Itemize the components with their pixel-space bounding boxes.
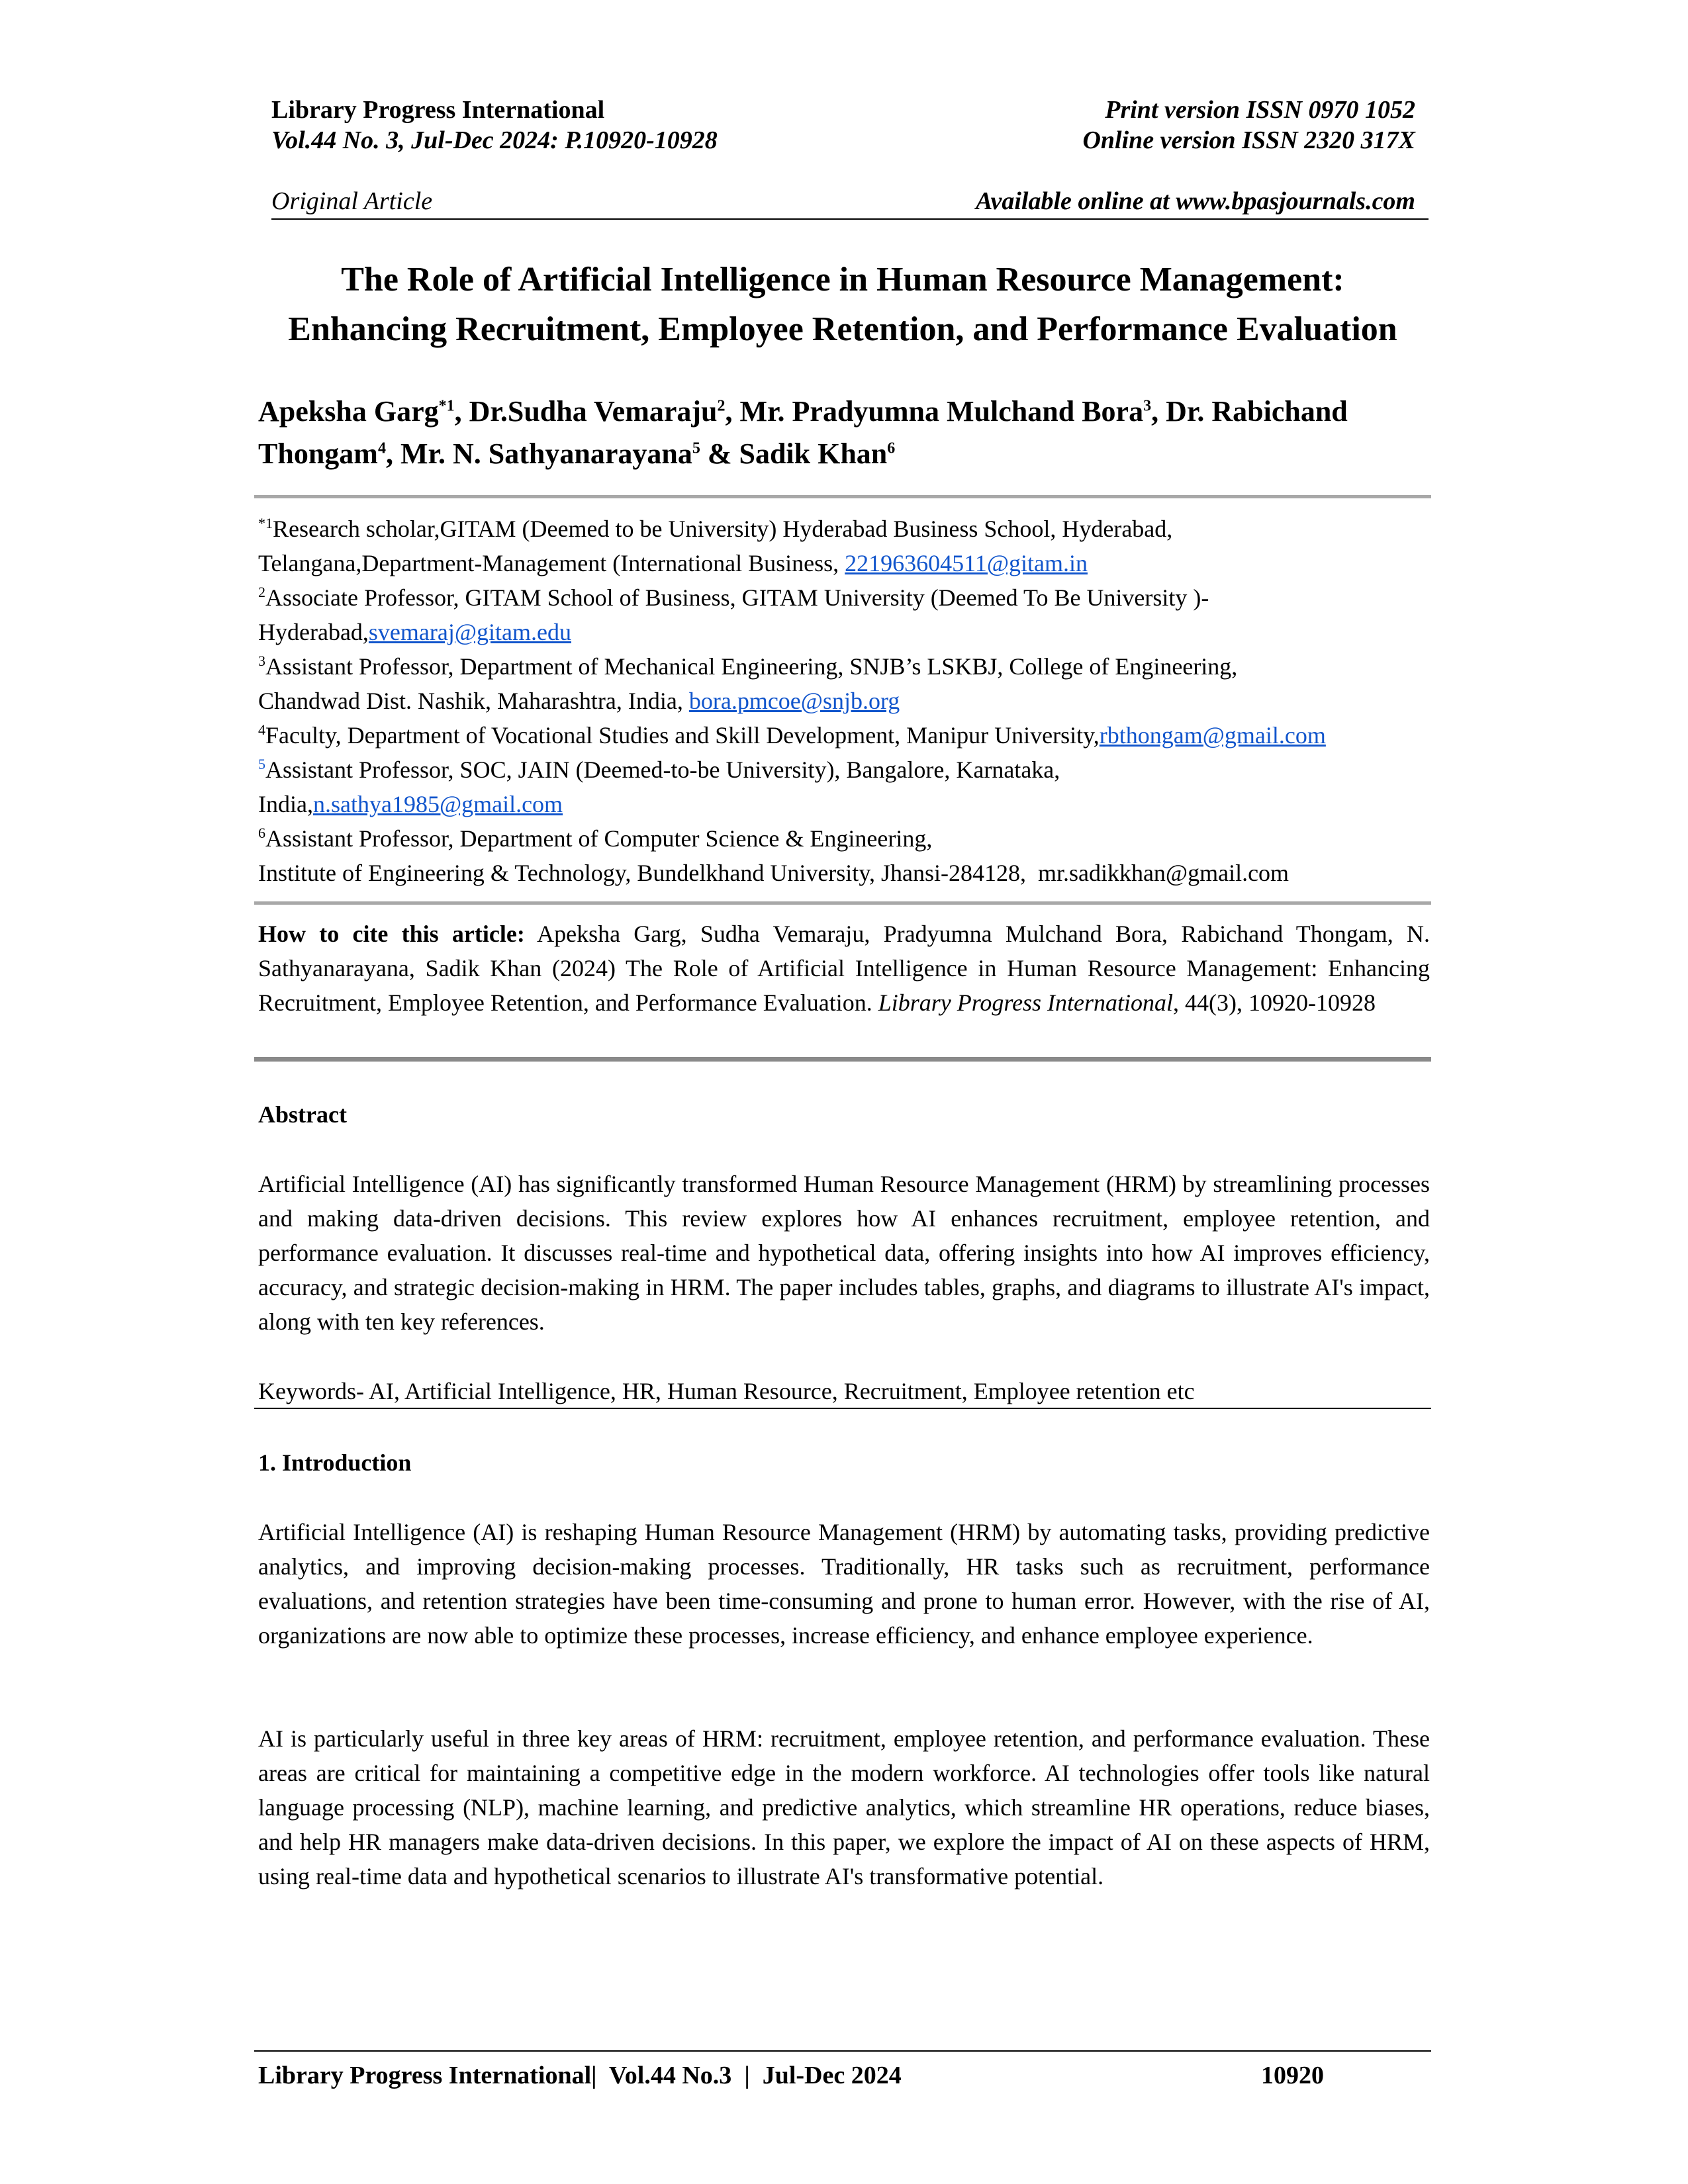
- introduction-paragraph-1: Artificial Intelligence (AI) is reshaping Human Resource Management (HRM) by automating tasks, providing predictive analytics, and improving decision-making processes. Traditionally, HR tasks such as recruitment, performance evaluations, and retention strategies have been time-consuming and prone to human error. However, with the rise of AI, organizations are now able to optimize these processes, increase efficiency, and enhance employee experience.: [258, 1519, 1430, 1649]
- keywords-rule: [254, 1408, 1431, 1409]
- print-issn: Print version ISSN 0970 1052: [1105, 96, 1415, 124]
- keywords: Keywords- AI, Artificial Intelligence, HR, Human Resource, Recruitment, Employee retention etc: [258, 1378, 1195, 1404]
- online-issn: Online version ISSN 2320 317X: [1082, 126, 1415, 154]
- affiliation-2: $^2$Associate Professor, GITAM School of Business, GITAM University (Deemed To Be University )-: [258, 584, 1209, 611]
- authors-rule: [254, 495, 1431, 498]
- author-name: Dr.Sudha Vemaraju: [469, 395, 718, 428]
- citation-rule: [254, 1057, 1431, 1062]
- volume-line: Vol.44 No. 3, Jul-Dec 2024: P.10920-10928: [271, 126, 718, 154]
- author-name: Mr. N. Sathyanarayana: [400, 437, 692, 470]
- header-rule: [271, 218, 1429, 220]
- article-type: Original Article: [271, 187, 433, 215]
- citation-block: [258, 917, 1430, 1020]
- author-name: Dr. Rabichand Thongam: [258, 395, 1348, 470]
- journal-name: Library Progress International: [271, 96, 605, 124]
- footer-volume: Vol.44 No.3: [608, 2062, 732, 2089]
- citation-text: Apeksha Garg, Sudha Vemaraju, Pradyumna Mulchand Bora, Rabichand Thongam, N. Sathyanarayana, Sadik Khan (2024) The Role of Artificial Intelligence in Human Resource Management: Enhancing Recruitment, Employee Retention, and Performance Evaluation.: [258, 921, 1430, 1016]
- affiliations: $^{*1}$Research scholar,GITAM (Deemed to be University) Hyderabad Business School, Hyderabad, Telangana,Department-Management (International Business, 221963604511@gitam.in $^2$Associate Professor, GITAM School of Business, GITAM University (Deemed To Be University )- Hyderabad,svemaraj@gitam.edu $^3$Assistant Professor, Department of Mechanical Engineering, SNJB’s LSKBJ, College of Engineering, Chandwad Dist. Nashik, Maharashtra, India, bora.pmcoe@snjb.org $^4$Faculty, Department of Vocational Studies and Skill Development, Manipur University,rbthongam@gmail.com $^5$Assistant Professor, SOC, JAIN (Deemed-to-be University), Bangalore, Karnataka, India,n.sathya1985@gmail.com $^6$Assistant Professor, Department of Computer Science & Engineering, Institute of Engineering & Technology, Bundelkhand University, Jhansi-284128, mr.sadikkhan@gmail.com: [258, 512, 1436, 890]
- author-list: Apeksha Garg$^{*1}$, Dr.Sudha Vemaraju$^2$, Mr. Pradyumna Mulchand Bora$^3$, Dr. Rabichand Thongam$^4$, Mr. N. Sathyanarayana$^5$ & Sadik Khan$^6$: [258, 395, 1348, 470]
- author-sup: 5: [692, 439, 700, 457]
- affiliation-5: $^5$Assistant Professor, SOC, JAIN (Deemed-to-be University), Bangalore, Karnataka,: [258, 756, 1060, 783]
- introduction-paragraph-2: AI is particularly useful in three key areas of HRM: recruitment, employee retention, and performance evaluation. These areas are critical for maintaining a competitive edge in the modern workforce. AI technologies offer tools like natural language processing (NLP), machine learning, and predictive analytics, which streamline HR operations, reduce biases, and help HR managers make data-driven decisions. In this paper, we explore the impact of AI on these aspects of HRM, using real-time data and hypothetical scenarios to illustrate AI's transformative potential.: [258, 1725, 1430, 1889]
- author-name: Apeksha Garg: [258, 395, 439, 428]
- email-link[interactable]: bora.pmcoe@snjb.org: [688, 688, 900, 714]
- citation-journal: Library Progress International: [878, 989, 1174, 1016]
- affiliation-4: $^4$Faculty, Department of Vocational Studies and Skill Development, Manipur University,rbthongam@gmail.com: [258, 721, 1326, 749]
- author-sup: 2: [717, 397, 726, 415]
- email-link[interactable]: svemaraj@gitam.edu: [368, 619, 571, 645]
- author-sup: 3: [1143, 397, 1152, 415]
- affiliation-3: $^3$Assistant Professor, Department of Mechanical Engineering, SNJB’s LSKBJ, College of Engineering,: [258, 653, 1238, 680]
- footer-journal-info: Library Progress International| Vol.44 No.3 | Jul-Dec 2024: [258, 2062, 902, 2089]
- email-link[interactable]: n.sathya1985@gmail.com: [312, 791, 563, 817]
- paper-title-line2: Enhancing Recruitment, Employee Retention, and Performance Evaluation: [288, 310, 1397, 348]
- author-name: Sadik Khan: [739, 437, 888, 470]
- available-online[interactable]: Available online at www.bpasjournals.com: [975, 187, 1415, 215]
- author-sup: 6: [887, 439, 896, 457]
- affiliations-rule: [254, 901, 1431, 905]
- author-sup: *1: [438, 397, 455, 415]
- author-name: Mr. Pradyumna Mulchand Bora: [739, 395, 1144, 428]
- affiliation-6: $^6$Assistant Professor, Department of Computer Science & Engineering,: [258, 825, 933, 852]
- abstract-body: Artificial Intelligence (AI) has significantly transformed Human Resource Management (HRM) by streamlining processes and making data-driven decisions. This review explores how AI enhances recruitment, employee retention, and performance evaluation. It discusses real-time and hypothetical data, offering insights into how AI improves efficiency, accuracy, and strategic decision-making in HRM. The paper includes tables, graphs, and diagrams to illustrate AI's impact, along with ten key references.: [258, 1171, 1430, 1335]
- email-link[interactable]: rbthongam@gmail.com: [1099, 722, 1326, 749]
- citation-label: How to cite this article:: [258, 921, 525, 947]
- page-number: 10920: [1261, 2062, 1324, 2089]
- footer-date: Jul-Dec 2024: [762, 2062, 902, 2089]
- introduction-heading: 1. Introduction: [258, 1449, 412, 1476]
- author-sup: 4: [377, 439, 386, 457]
- footer-rule: [254, 2050, 1431, 2052]
- affiliation-1: $^{*1}$Research scholar,GITAM (Deemed to be University) Hyderabad Business School, Hyderabad,: [258, 515, 1173, 542]
- abstract-heading: Abstract: [258, 1101, 347, 1128]
- citation-tail: , 44(3), 10920-10928: [1173, 989, 1376, 1016]
- footer-journal: Library Progress International: [258, 2062, 592, 2089]
- email-link[interactable]: 221963604511@gitam.in: [845, 550, 1088, 576]
- paper-title-line1: The Role of Artificial Intelligence in Human Resource Management:: [341, 261, 1344, 298]
